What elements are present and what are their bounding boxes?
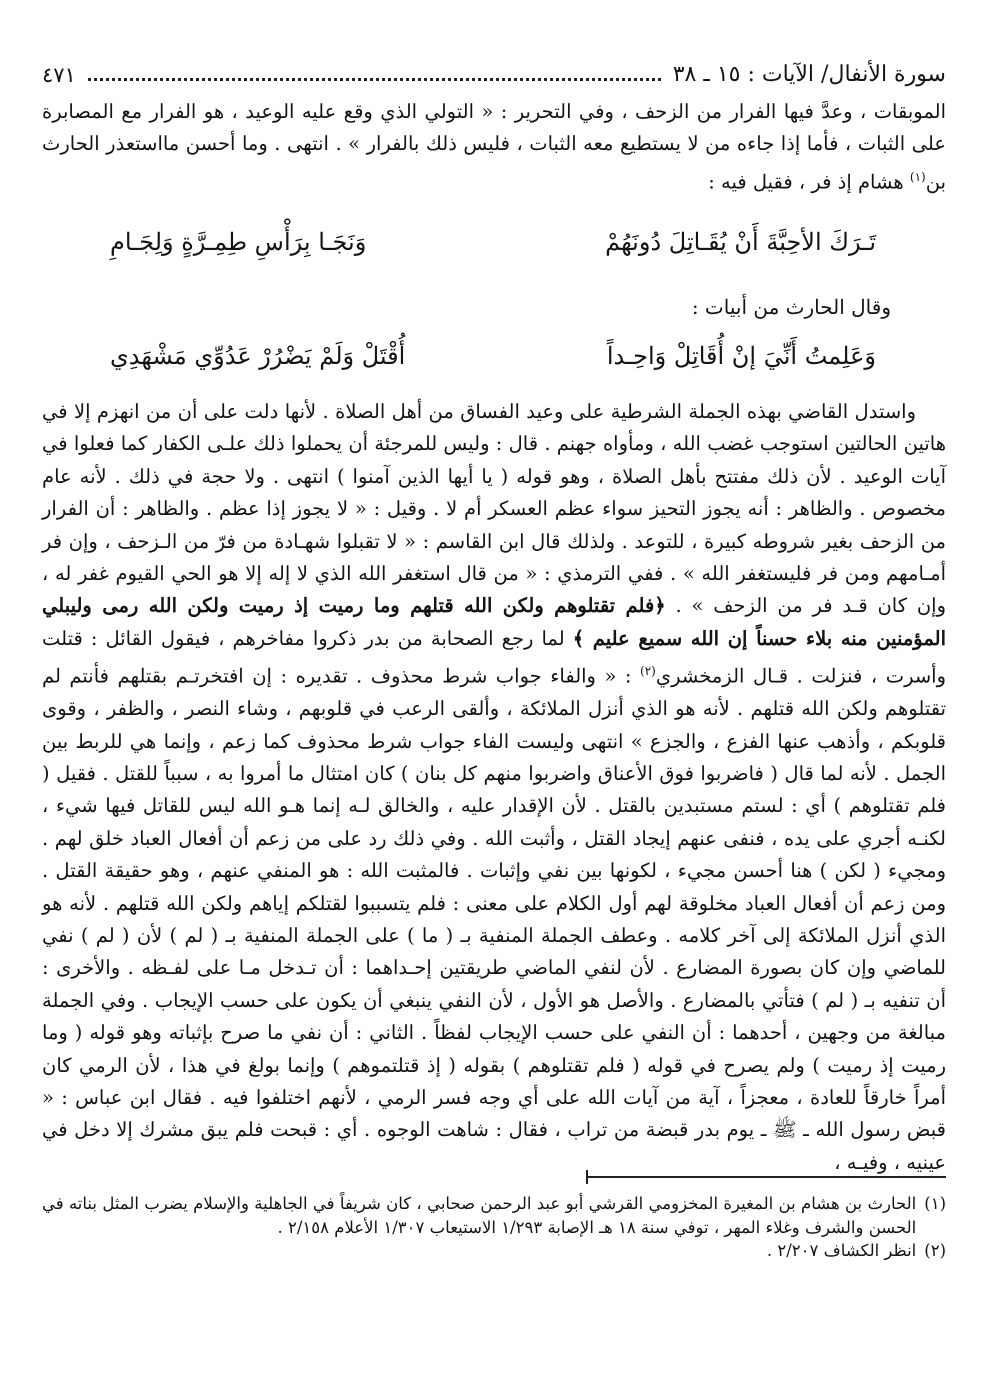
verse-1-first-hemistich: تَـرَكَ الأحِبَّةَ أَنْ يُقَـاتِلَ دُونَهُمْ — [605, 228, 876, 256]
header-dotted-leader — [88, 78, 661, 81]
paragraph-1-text: الموبقات ، وعدَّ فيها الفرار من الزحف ، وفي التحرير : « التولي الذي وقع عليه الوعيد ، هو الفرار مع المصابرة على الثبات ، فأما إذا جاءه من لا يستطيع معه الثبات ، فليس ذلك بالفرار » . انتهى . وما أحسن مااستعذر الحارث بن — [42, 100, 946, 194]
footnote-1-text: الحارث بن هشام بن المغيرة المخزومي القرشي أبو عبد الرحمن صحابي ، كان شريفاً في الجاهلية والإسلام يضرب المثل بناته في الحسن والشرف وغلاء المهر ، توفي سنة ١٨ هـ الإصابة ١/٢٩٣ الاستيعاب ١/٣٠٧ الأعلام ٢/١٥٨ . — [42, 1194, 917, 1237]
footnote-ref-1[interactable]: (١) — [909, 169, 926, 184]
paragraph-1-text-end: هشام إذ فر ، فقيل فيه : — [708, 170, 910, 194]
footnotes — [42, 1192, 946, 1263]
poem-verse-2 — [110, 336, 876, 376]
paragraph-3-part-3: : « والفاء جواب شرط محذوف . تقديره : إن افتخرتـم بقتلهم فأنتم لم تقتلوهم ولكن الله قتلهم . لأنه هو الذي أنزل الملائكة ، وألقى الرعب في قلوبهم ، وشاء النصر ، والظفر ، وقوى قلوبكم ، وأذهب عنها الفزع ، والجزع » انتهى وليست الفاء جواب شرط محذوف كما زعم ، وإنما هي للربط بين الجمل . لأنه لما قال ( فاضربوا فوق الأعناق واضربوا منهم كل بنان ) كان امتثال ما أمروا به ، سبباً للقتل . فقيل ( فلم تقتلوهم ) أي : لستم مستبدين بالقتل . لأن الإقدار عليه ، والخالق لـه إنما هـو الله ليس للقاتل فيها شيء ، لكنـه أجري على يده ، فنفى عنهم إيجاد القتل ، وأثبت الله . وفي ذلك رد على من زعم أن أفعال العباد خلق لهم . ومجيء ( لكن ) هنا أحسن مجيء ، لكونها بين نفي وإثبات . فالمثبت الله : هو المنفي عنهم ، وهو حقيقة القتل . ومن زعم أن أفعال العباد مخلوقة لهم أول الكلام على معنى : فلم يتسببوا لقتلكم إياهم ولكن الله قتلهم . لأنه هو الذي أنزل الملائكة إلى آخر كلامه . وعطف الجملة المنفية بـ ( ما ) على الجملة المنفية بـ ( لم ) لأن ( لم ) نفي للماضي وإن كان بصورة المضارع . لأن لنفي الماضي طريقتين إحـداهما : أن تـدخل مـا على لفـظه . والأخرى : أن تنفيه بـ ( لم ) فتأتي بالمضارع . والأصل هو الأول ، لأن النفي ينبغي أن يكون على حسب الإيجاب . وفي الجملة مبالغة من وجهين ، أحدهما : أن النفي على حسب الإيجاب لفظاً . الثاني : أن نفي ما صرح بإثباته وهو قوله ( وما رميت إذ رميت ) ولم يصرح في قوله ( فلم تقتلوهم ) بقوله ( إذ قتلتموهم ) وإنما بولغ في هذا ، لأن الرمي كان أمراً خارقاً للعادة ، معجزاً ، آية من آيات الله على أي وجه فسر الرمي ، لأنهم اختلفوا فيه . فقال ابن عباس : « قبض رسول الله ـ ﷺ ـ يوم بدر قبضة من تراب ، فقال : شاهت الوجوه . أي : قبحت فلم يبق مشرك إلا دخل في عينيه ، وفيـه ، — [42, 664, 946, 1174]
footnote-separator — [586, 1176, 946, 1178]
footnote-ref-2[interactable]: (٢) — [640, 664, 656, 679]
verse-2-second-hemistich: أُقْتَلْ وَلَمْ يَضْرُرْ عَدُوِّي مَشْهَدِي — [110, 342, 406, 370]
verse-2-intro: وقال الحارث من أبيات : — [691, 295, 891, 319]
footnote-2-number: (٢) — [924, 1241, 946, 1260]
paragraph-3-part-1: واستدل القاضي بهذه الجملة الشرطية على وعيد الفساق من أهل الصلاة . لأنها دلت على أن من انهزم إلا في هاتين الحالتين استوجب غضب الله ، ومأواه جهنم . قال : وليس للمرجئة أن يحملوا ذلك علـى الكفار كما فعلوا في آيات الوعيد . لأن ذلك مفتتح بأهل الصلاة ، وهو قوله ( يا أيها الذين آمنوا ) انتهى . ولا حجة في ذلك . لأنه عام مخصوص . والظاهر : أنه يجوز التحيز سواء عظم العسكر أم لا . وقيل : « لا يجوز إذا عظم . والظاهر : أن الفرار من الزحف بغير شروطه كبيرة ، للتوعد . ولذلك قال ابن القاسم : « لا تقبلوا شهـادة من فرّ من الـزحف ، وإن فر أمـامهم ومن فر فليستغفر الله » . ففي الترمذي : « من قال استغفر الله الذي لا إله إلا هو الحي القيوم غفر له ، وإن كان قـد فر من الزحف » . — [42, 400, 946, 618]
verse-2-first-hemistich: وَعَلِمتُ أَنِّيَ إنْ أُقَاتِلْ وَاحِـداً — [606, 342, 876, 370]
paragraph-3-part-2: لما رجع الصحابة من بدر ذكروا مفاخرهم ، فيقول القائل : قتلت وأسرت ، فنزلت . قـال الزمخشري — [42, 626, 946, 688]
footnote-1-number: (١) — [924, 1194, 946, 1213]
verse-1-second-hemistich: وَنَجَـا بِرَأْسِ طِمِـرَّةٍ وَلِجَـامِ — [110, 228, 367, 256]
page-number: ٤٧١ — [42, 63, 76, 87]
paragraph-3-body — [42, 396, 946, 1179]
paragraph-3 — [42, 396, 946, 1179]
footnote-1 — [42, 1192, 946, 1239]
poem-verse-1 — [110, 222, 876, 262]
footnote-2-text: انظر الكشاف ٢/٢٠٧ . — [766, 1241, 917, 1260]
quran-verse: ﴿فلم تقتلوهم ولكن الله قتلهم وما رميت إذ رميت ولكن الله رمى وليبلي المؤمنين منه بلاء حسناً إن الله سميع عليم ﴾ — [42, 594, 946, 650]
surah-title: سورة الأنفال/ الآيات : ١٥ ـ ٣٨ — [672, 62, 946, 87]
footnote-2 — [42, 1239, 946, 1263]
paragraph-1 — [42, 96, 946, 199]
page-header — [42, 58, 946, 92]
